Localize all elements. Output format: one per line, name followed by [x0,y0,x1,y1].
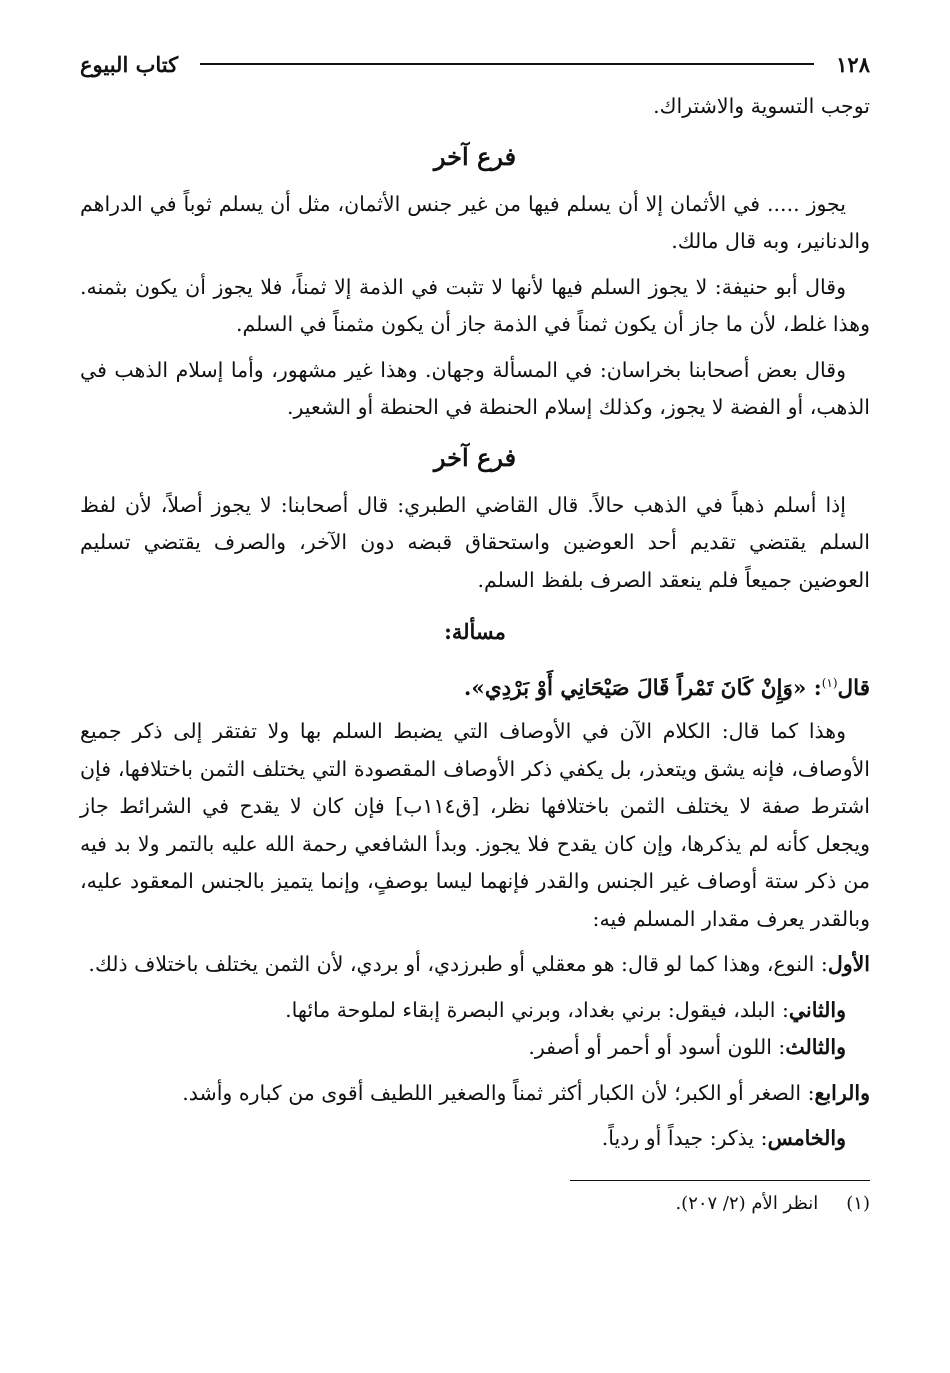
section-heading: فرع آخر [433,442,517,472]
document-page [80,40,870,1219]
paragraph: يجوز ..... في الأثمان إلا أن يسلم فيها من غير جنس الأثمان، مثل أن يسلم ثوباً في الدراهم والدنانير، وبه قال مالك. [80,191,870,253]
issue-heading: مسألة: [444,619,506,644]
list-item [80,946,870,984]
list-item [80,992,870,1030]
quote-text: : «وَإِنْ كَانَ تَمْراً قَالَ صَيْحَانِي أَوْ بَرْدِي». [463,676,822,702]
list-item-text: : النوع، وهذا كما لو قال: هو معقلي أو طبرزدي، أو بردي، لأن الثمن يختلف باختلاف ذلك. [88,952,828,977]
paragraph: إذا أسلم ذهباً في الذهب حالاً. قال القاضي الطبري: قال أصحابنا: لا يجوز أصلاً، لأن لفظ السلم يقتضي تقديم أحد العوضين واستحقاق قبضه دون الآخر، والصرف يقتضي تسليم العوضين جميعاً فلم ينعقد الصرف بلفظ السلم. [80,492,870,592]
footnote-reference[interactable]: (١) [821,676,838,690]
list-item-label: والرابع [814,1080,870,1105]
list-item [80,1029,870,1067]
paragraph-continuation: توجب التسوية والاشتراك. [653,94,870,118]
paragraph: وقال بعض أصحابنا بخراسان: في المسألة وجهان. وهذا غير مشهور، وأما إسلام الذهب في الذهب، أو الفضة لا يجوز، وكذلك إسلام الحنطة في الحنطة أو الشعير. [80,357,870,419]
list-item-label: والثالث [785,1035,846,1060]
book-title: كتاب البيوع [80,51,179,77]
footnote-number: (١) [846,1192,870,1214]
paragraph: وقال أبو حنيفة: لا يجوز السلم فيها لأنها لا تثبت في الذمة إلا ثمناً، فلا يجوز أن يكون بثمنه. وهذا غلط، لأن ما جاز أن يكون ثمناً في الذمة جاز أن يكون مثمناً في السلم. [80,274,870,336]
list-item [80,1075,870,1113]
paragraph: وهذا كما قال: الكلام الآن في الأوصاف التي يضبط السلم بها ولا تفتقر إلى ذكر جميع الأوصاف، فإنه يشق ويتعذر، بل يكفي ذكر الأوصاف المقصودة التي يختلف الثمن باختلافها، فإن اشترط صفة لا يختلف الثمن باختلافها نظر، [ق١١٤ب] فإن كان لا يقدح في الشرائط جاز ويجعل كأنه لم يذكرها، وإن كان يقدح فلا يجوز. وبدأ الشافعي رحمة الله عليه بالتمر ولا بد فيه من ذكر ستة أوصاف غير الجنس والقدر فإنهما ليسا بوصفٍ، وإنما يتميز بالجنس المعقود عليه، وبالقدر يعرف مقدار المسلم فيه: [80,719,870,931]
running-header [80,40,870,88]
list-item-label: والخامس [767,1126,846,1151]
section-heading: فرع آخر [433,141,517,171]
list-item-text: : اللون أسود أو أحمر أو أصفر. [528,1035,786,1060]
footnote-separator [570,1180,870,1181]
quote-prefix: قال [837,676,870,702]
list-item-text: : الصغر أو الكبر؛ لأن الكبار أكثر ثمناً والصغير اللطيف أقوى من كباره وأشد. [182,1080,815,1105]
list-item [80,1120,870,1158]
page-number: ١٢٨ [836,51,870,77]
list-item-label: والثاني [788,997,846,1022]
list-item-text: : يذكر: جيداً أو ردياً. [601,1126,768,1151]
footnote [80,1189,870,1219]
list-item-text: : البلد، فيقول: برني بغداد، وبرني البصرة إبقاء لملوحة مائها. [285,997,789,1022]
header-rule [200,63,814,65]
footnote-text: انظر الأم (٢/ ٢٠٧). [675,1192,819,1214]
quoted-text-line [80,661,870,711]
list-item-label: الأول [827,952,870,977]
